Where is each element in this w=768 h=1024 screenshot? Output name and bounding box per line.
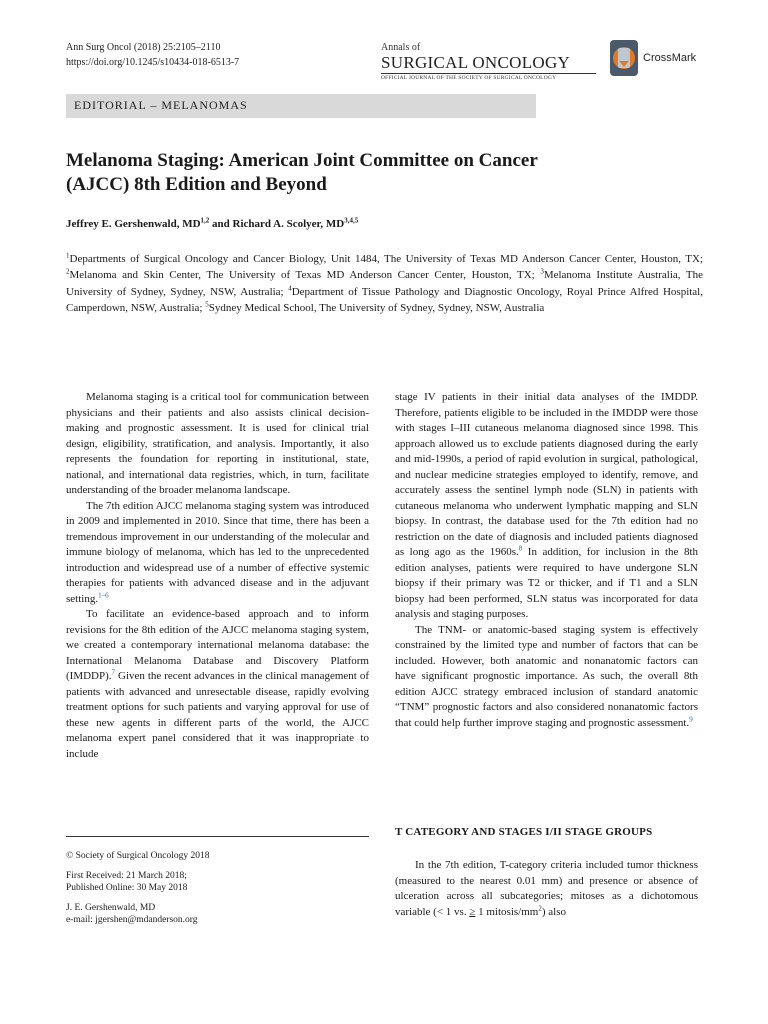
- paragraph-text: To facilitate an evidence-based approach and to inform revisions for the 8th edition of the AJCC melanoma staging system, we created a contemporary international melanoma database: the International Melanoma Database and Discovery Platform (IMDDP).: [66, 608, 369, 682]
- crossmark-label: CrossMark: [643, 52, 697, 64]
- right-column: [395, 390, 698, 731]
- reference-link[interactable]: 1–6: [98, 590, 109, 599]
- published-date: Published Online: 30 May 2018: [66, 883, 188, 893]
- journal-subtitle: OFFICIAL JOURNAL OF THE SOCIETY OF SURGICAL ONCOLOGY: [381, 75, 557, 81]
- affil-sup: 1: [66, 251, 70, 260]
- doi-link[interactable]: https://doi.org/10.1245/s10434-018-6513-7: [66, 57, 240, 68]
- footnote-divider: [66, 836, 369, 837]
- affil-sup: 5: [205, 300, 209, 309]
- body-paragraph: [66, 499, 369, 608]
- corresponding-email[interactable]: e-mail: jgershen@mdanderson.org: [66, 915, 198, 925]
- citation-line: Ann Surg Oncol (2018) 25:2105–2110: [66, 42, 221, 53]
- affil-sup: 3: [540, 267, 544, 276]
- crossmark-icon: [609, 39, 639, 77]
- article-title: [66, 149, 666, 197]
- body-paragraph: [395, 390, 698, 623]
- body-paragraph: Melanoma staging is a critical tool for communication between physicians and their patients and also assists clinical decision-making and prognostic assessment. It is used for clinical trial design, eligibility, stratification, and analysis. Importantly, it also represents the foundation for reporting in institutional, state, national, and international data registries, which, in turn, facilitate understanding of the broader melanoma landscape.: [66, 391, 369, 496]
- paragraph-text: The TNM- or anatomic-based staging system is effectively constrained by the limited type and number of factors that can be included. However, both anatomic and nonanatomic factors can have significant prognostic importance. As such, the overall 8th edition AJCC strategy embraced inclusion of standard anatomic “TNM” prognostic factors and also considered nonanatomic factors that could help further improve staging and prognostic assessment.: [395, 623, 698, 729]
- reference-link[interactable]: 8: [518, 544, 523, 553]
- affil-sup: 4: [288, 284, 292, 293]
- title-line: (AJCC) 8th Edition and Beyond: [66, 174, 327, 195]
- paragraph-text: stage IV patients in their initial data analyses of the IMDDP. Therefore, patients eligible to be included in the IMDDP were those with stages I–III cutaneous melanoma diagnosed since 1998. This approach allowed us to exclude patients diagnosed during the early and mid-1990s, a period of rapid evolution in surgical, pathological, and nuclear medicine strategies employed to identify, remove, and accurately assess the sentinel lymph node (SLN) in patients with cutaneous melanoma who underwent lymphatic mapping and SLN biopsy. In contrast, the database used for the 7th edition had no restriction on the date of diagnosis and included patients diagnosed as long ago as the 1960s.: [395, 391, 698, 558]
- journal-small-text: Annals of: [381, 42, 421, 53]
- paragraph-text: ) also: [541, 905, 566, 918]
- received-date: First Received: 21 March 2018;: [66, 871, 187, 881]
- affil-text: Departments of Surgical Oncology and Cancer Biology, Unit 1484, The University of Texas MD Anderson Cancer Center, Houston, TX;: [69, 253, 703, 265]
- crossmark-badge[interactable]: [609, 38, 714, 78]
- journal-logo: [381, 42, 596, 81]
- section-banner: [66, 94, 536, 118]
- author-conjunction: and: [209, 218, 233, 230]
- paragraph-text: The 7th edition AJCC melanoma staging system was introduced in 2009 and implemented in 2010. Since that time, there has been a tremendous improvement in our understanding of the molecular and immune biology of melanoma, which has led to the unprecedented introduction and widespread use of a number of effective systemic therapies for patients with advanced disease and in the adjuvant setting.: [66, 499, 369, 605]
- reference-link[interactable]: 9: [689, 714, 693, 723]
- superscript: 2: [538, 903, 542, 912]
- author-line: [66, 218, 358, 230]
- left-column: [66, 390, 369, 762]
- section-label: EDITORIAL – MELANOMAS: [74, 98, 248, 112]
- body-paragraph: [395, 623, 698, 732]
- citation-block: [66, 40, 239, 70]
- geq-symbol: ≥: [469, 905, 476, 918]
- affil-sup: 2: [66, 267, 70, 276]
- journal-name: SURGICAL ONCOLOGY: [381, 53, 596, 74]
- corresponding-author: J. E. Gershenwald, MD: [66, 903, 156, 913]
- title-line: Melanoma Staging: American Joint Committee on Cancer: [66, 150, 538, 171]
- paragraph-text: In the 7th edition, T-category criteria included tumor thickness (measured to the nearest 0.01 mm) and presence or absence of ulceration across all subcategories; mitoses as a dichotomous variable (< 1 vs.: [395, 859, 698, 918]
- copyright-note: © Society of Surgical Oncology 2018: [66, 851, 210, 861]
- paragraph-text: In addition, for inclusion in the 8th edition analyses, patients were required to have undergone SLN biopsy if their primary was T2 or thicker, and if T1 and a SLN biopsy had been performed, SLN status was incorporated for data analysis and staging purposes.: [395, 546, 698, 620]
- author-affil-sup: 3,4,5: [344, 216, 359, 225]
- body-paragraph: [395, 858, 698, 920]
- paragraph-text: Given the recent advances in the clinical management of patients with advanced and unresectable disease, rapidly evolving treatment options for such patients and varying approval for use of these new agents in different parts of the world, the AJCC melanoma expert panel considered that it was inappropriate to include: [66, 670, 369, 760]
- author-name: Richard A. Scolyer, MD: [232, 218, 345, 230]
- section-heading: T CATEGORY AND STAGES I/II STAGE GROUPS: [395, 826, 653, 838]
- author-affil-sup: 1,2: [200, 216, 210, 225]
- right-column-continued: [395, 858, 698, 920]
- body-paragraph: [66, 607, 369, 762]
- paragraph-text: 1 mitosis/mm: [475, 905, 539, 918]
- author-name: Jeffrey E. Gershenwald, MD: [66, 218, 201, 230]
- affil-text: Melanoma Institute Australia, The University of Sydney, Sydney, NSW, Australia;: [66, 269, 703, 298]
- affil-text: Melanoma and Skin Center, The University of Texas MD Anderson Cancer Center, Houston, TX;: [69, 269, 541, 282]
- affil-text: Sydney Medical School, The University of Sydney, Sydney, NSW, Australia: [208, 302, 545, 315]
- affil-text: Department of Tissue Pathology and Diagnostic Oncology, Royal Prince Alfred Hospital, Camperdown, NSW, Australia;: [66, 285, 703, 315]
- reference-link[interactable]: 7: [111, 668, 116, 677]
- affiliations: [66, 251, 703, 317]
